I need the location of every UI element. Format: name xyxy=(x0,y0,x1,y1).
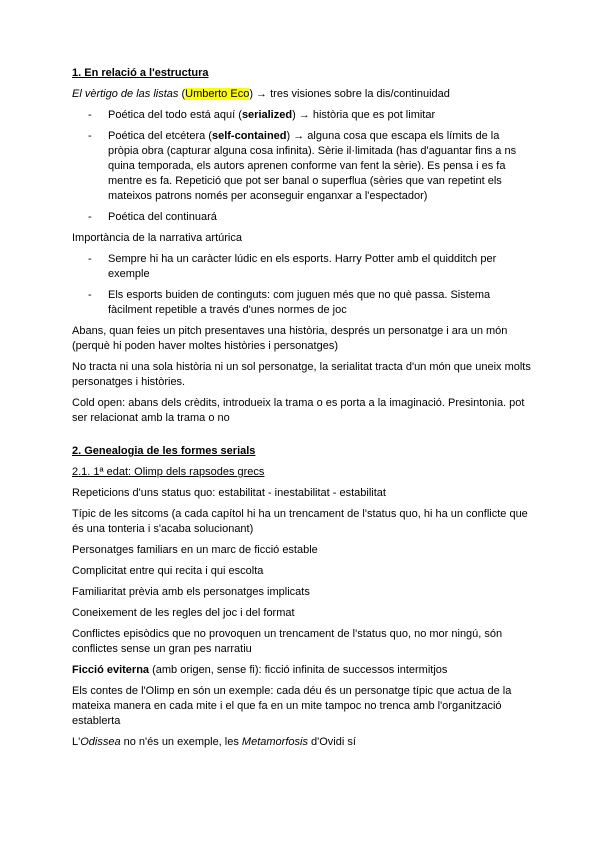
eviterna-paragraph xyxy=(72,663,532,678)
bullet-text: Poética del todo está aquí ( xyxy=(108,109,242,121)
intro-rest: → tres visiones sobre la dis/continuidad xyxy=(253,88,450,100)
book-title: El vèrtigo de las listas xyxy=(72,88,179,100)
bullet-bold: self-contained xyxy=(211,130,287,142)
paragraph: Complicitat entre qui recita i qui escolta xyxy=(72,565,264,577)
odissea-prefix: L' xyxy=(72,736,81,748)
eviterna-term: Ficció eviterna xyxy=(72,664,150,676)
paragraph: Cold open: abans dels crèdits, introdueix la trama o es porta a la imaginació. Presintonia. pot ser relacionat amb la trama o no xyxy=(72,397,525,424)
paragraph: No tracta ni una sola història ni un sol personatge, la serialitat tracta d'un món que uneix molts personatges i històries. xyxy=(72,361,531,388)
odissea-suffix: d'Ovidi sí xyxy=(307,736,356,748)
intro-line: El vèrtigo de las listas (Umberto Eco) → tres visiones sobre la dis/continuidad xyxy=(72,88,450,100)
section2-heading: 2. Genealogia de les formes serials xyxy=(72,445,256,457)
paragraph: Conflictes episòdics que no provoquen un trencament de l'status quo, no mor ningú, són conflictes sense un gran pes narratiu xyxy=(72,628,503,655)
paragraph: Familiaritat prèvia amb els personatges implicats xyxy=(72,586,310,598)
bullet-text: Poética del etcétera ( xyxy=(108,130,212,142)
paragraph: Repeticions d'uns status quo: estabilitat - inestabilitat - estabilitat xyxy=(72,487,386,499)
bullet-bold: serialized xyxy=(241,109,293,121)
narrative-title: Importància de la narrativa artúrica xyxy=(72,232,242,244)
paragraph: Abans, quan feies un pitch presentaves una història, després un personatge i ara un món (perquè hi poden haver moltes històries i personatges) xyxy=(72,325,508,352)
olimp-paragraph: Els contes de l'Olimp en són un exemple: cada déu és un personatge típic que actua de la mateixa manera en cada mite i el que fa en un mite tampoc no trenca amb l'organització establerta xyxy=(72,685,512,727)
poetics-list xyxy=(72,108,532,225)
list-item xyxy=(72,108,532,123)
list-item xyxy=(72,129,532,204)
bullet-text: ) → història que es pot limitar xyxy=(292,109,436,121)
section2-subheading: 2.1. 1ª edat: Olimp dels rapsodes grecs xyxy=(72,466,265,478)
paragraph: Personatges familiars en un marc de ficció estable xyxy=(72,544,318,556)
list-item: - Sempre hi ha un caràcter lúdic en els esports. Harry Potter amb el quidditch per exemple xyxy=(72,252,532,282)
bullet-text: Poética del continuará xyxy=(108,211,217,223)
odissea-title: Odissea xyxy=(80,736,121,748)
list-item xyxy=(72,210,532,225)
narrative-list xyxy=(72,252,532,318)
document-page xyxy=(72,66,532,756)
section1-heading: 1. En relació a l'estructura xyxy=(72,67,209,79)
bullet-text: ) → alguna cosa que escapa els límits de la pròpia obra (capturar alguna cosa infinita). Sèrie il·limitada (has d'aguantar fins a ns quina temporada, els autors aprenen conforme van fent la sèrie). Es pensa i es fa mentre es fa. Repetició que pot ser banal o superflua (sèries que van repetint els mateixos patrons només per aconseguir enganxar a l'espectador) xyxy=(108,130,517,202)
author-highlight: Umberto Eco xyxy=(185,88,250,100)
metamorfosis-title: Metamorfosis xyxy=(241,736,308,748)
list-item: - Els esports buiden de continguts: com juguen més que no què passa. Sistema fàcilment repetible a través d'unes normes de joc xyxy=(72,288,532,318)
odissea-middle: no n'és un exemple, les xyxy=(120,736,242,748)
paragraph: Coneixement de les regles del joc i del format xyxy=(72,607,295,619)
odissea-paragraph xyxy=(72,735,532,750)
eviterna-rest: (amb origen, sense fi): ficció infinita de successos intermitjos xyxy=(149,664,448,676)
paragraph: Típic de les sitcoms (a cada capítol hi ha un trencament de l'status quo, hi ha un conflicte que és una tonteria i s'acaba solucionant) xyxy=(72,508,528,535)
